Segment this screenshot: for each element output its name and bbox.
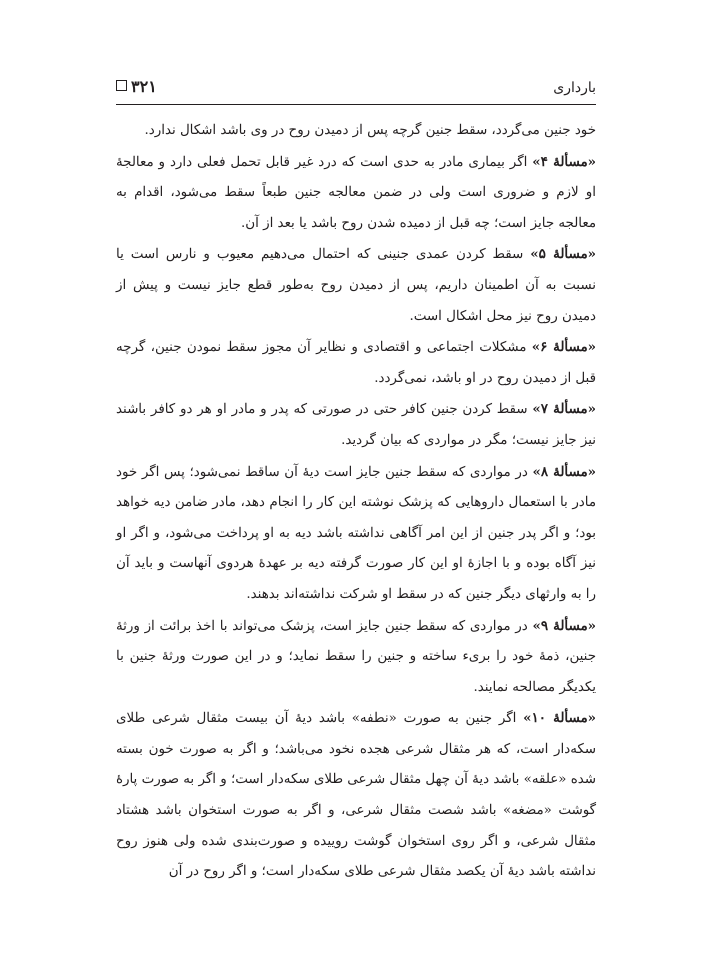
paragraph-text: اگر جنین به صورت «نطفه» باشد دیهٔ آن بیست مثقال شرعی طلای سکه‌دار است، که هر مثقال شرعی هجده نخود می‌باشد؛ و اگر به صورت خون بسته شده «علقه» باشد دیهٔ آن چهل مثقال شرعی طلای سکه‌دار است؛ و اگر به صورت پارهٔ گوشت «مضغه» باشد شصت مثقال شرعی، و اگر به صورت استخوان باشد هشتاد مثقال شرعی، و اگر روی استخوان گوشت روییده و صورت‌بندی شده ولی هنوز روح نداشته باشد دیهٔ آن یکصد مثقال شرعی طلای سکه‌دار است؛ و اگر روح در آن [116, 711, 596, 880]
paragraph-text: خود جنین می‌گردد، سقط جنین گرچه پس از دمیدن روح در وی باشد اشکال ندارد. [144, 123, 596, 138]
page-header [116, 76, 596, 102]
paragraph-issue-10 [116, 703, 596, 888]
page-number-text: ۳۲۱ [131, 77, 157, 96]
body-text [116, 116, 596, 888]
running-title: بارداری [553, 80, 596, 96]
issue-label: «مسألهٔ ۵» [530, 246, 596, 263]
paragraph-text: اگر بیماری مادر به حدی است که درد غیر قابل تحمل فعلی دارد و معالجهٔ او لازم و ضروری است ولی در ضمن معالجه جنین طبعاً سقط می‌شود، اقدام به معالجه جایز است؛ چه قبل از دمیده شدن روح باشد یا بعد از آن. [116, 154, 596, 231]
paragraph-issue-6 [116, 332, 596, 394]
paragraph-text: مشکلات اجتماعی و اقتصادی و نظایر آن مجوز سقط نمودن جنین، گرچه قبل از دمیدن روح در او باشد، نمی‌گردد. [116, 340, 596, 386]
paragraph-issue-4 [116, 147, 596, 240]
issue-label: «مسألهٔ ۴» [532, 153, 596, 170]
paragraph-text: در مواردی که سقط جنین جایز است دیهٔ آن ساقط نمی‌شود؛ پس اگر خود مادر با استعمال داروهایی که پزشک نوشته این کار را انجام دهد، مادر ضامن دیه خواهد بود؛ و اگر پدر جنین از این امر آگاهی نداشته باشد دیه به او پرداخت می‌شود، و اگر او نیز آگاه بوده و با اجازهٔ او این کار صورت گرفته دیه بر عهدهٔ هردوی آنهاست و باید آن را به وارثهای دیگر جنین که در سقط او شرکت نداشته‌اند بدهند. [116, 464, 596, 602]
paragraph-continuation [116, 116, 596, 147]
issue-label: «مسألهٔ ۸» [532, 463, 596, 480]
paragraph-text: سقط کردن جنین کافر حتی در صورتی که پدر و مادر او هر دو کافر باشند نیز جایز نیست؛ مگر در مواردی که بیان گردید. [116, 402, 596, 448]
issue-label: «مسألهٔ ۹» [532, 617, 596, 634]
issue-label: «مسألهٔ ۱۰» [523, 710, 596, 727]
paragraph-issue-7 [116, 394, 596, 456]
issue-label: «مسألهٔ ۶» [531, 339, 596, 356]
paragraph-issue-5 [116, 239, 596, 332]
paragraph-text: در مواردی که سقط جنین جایز است، پزشک می‌تواند با اخذ برائت از ورثهٔ جنین، ذمهٔ خود را بریء ساخته و جنین را سقط نماید؛ و در این صورت ورثهٔ جنین با یکدیگر مصالحه نمایند. [116, 618, 596, 695]
paragraph-text: سقط کردن عمدی جنینی که احتمال می‌دهیم معیوب و نارس است یا نسبت به آن اطمینان داریم، پس از دمیدن روح به‌طور قطع جایز نیست و پیش از دمیدن روح نیز محل اشکال است. [116, 247, 596, 324]
header-rule [116, 104, 596, 105]
square-ornament-icon [116, 80, 127, 91]
paragraph-issue-8 [116, 457, 596, 611]
page-number [116, 76, 157, 98]
issue-label: «مسألهٔ ۷» [532, 401, 596, 418]
paragraph-issue-9 [116, 611, 596, 704]
